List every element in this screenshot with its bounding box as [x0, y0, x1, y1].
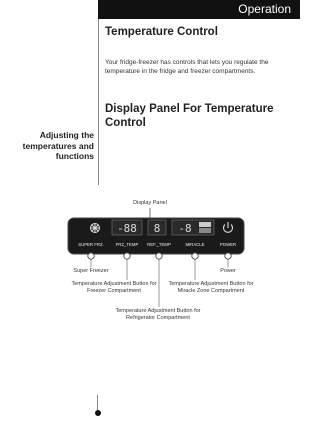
section-title-2: Display Panel For Temperature Control — [105, 103, 274, 129]
button-label-power: POWER — [219, 242, 237, 247]
header-title: Operation — [238, 2, 291, 16]
callout-super-freezer: Super Freezer — [73, 268, 109, 274]
section-title: Temperature Control — [105, 26, 218, 38]
callout-freezer-adjust: Temperature Adjustment Button for Freezer Compartment — [71, 281, 157, 294]
callout-fridge-adjust: Temperature Adjustment Button for Refrigerator Compartment — [115, 308, 201, 321]
button-label-super-frz: SUPER FRZ. — [78, 242, 104, 247]
bottom-divider — [97, 395, 98, 411]
callout-power: Power — [220, 268, 236, 274]
freezer-digits: -88 — [117, 222, 137, 235]
button-label-miracle: MIRACLE — [185, 242, 205, 247]
callout-miracle-adjust: Temperature Adjustment Button for Miracle Zone Compartment — [168, 281, 254, 294]
miracle-digits: -8 — [178, 222, 192, 235]
super-frz-button — [88, 253, 94, 259]
intro-paragraph: Your fridge-freezer has controls that lets you regulate the temperature in the fridge and freezer compartments. — [105, 59, 269, 75]
button-label-frz-temp: FRZ_TEMP — [115, 242, 139, 247]
super-freeze-icon — [90, 223, 100, 233]
display-panel-label: Display Panel — [133, 200, 167, 206]
fridge-digit: 8 — [153, 222, 161, 235]
frz-temp-button — [124, 253, 130, 259]
sidebar-heading: Adjusting the temperatures and functions — [22, 130, 94, 161]
miracle-mode-icon-2 — [199, 228, 211, 233]
miracle-mode-icon — [199, 222, 211, 227]
power-button — [225, 253, 231, 259]
page-marker-dot — [95, 410, 101, 416]
miracle-button — [192, 253, 198, 259]
ref-temp-button — [156, 253, 162, 259]
button-label-ref-temp: REF._TEMP — [147, 242, 171, 247]
